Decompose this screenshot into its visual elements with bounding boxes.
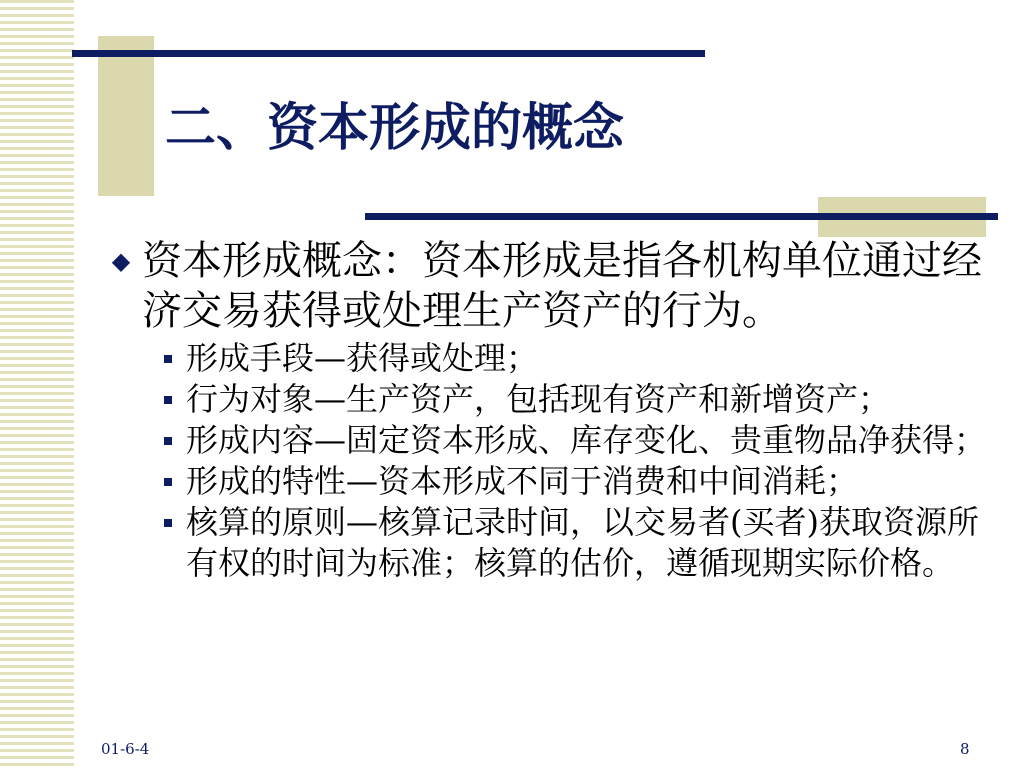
square-bullet-icon — [150, 420, 186, 461]
footer-date: 01-6-4 — [101, 740, 150, 758]
slide-title: 二、资本形成的概念 — [165, 98, 625, 158]
decorative-block-title — [98, 36, 154, 196]
square-bullet-icon — [150, 502, 186, 543]
sub-bullet-text: 形成手段—获得或处理； — [186, 339, 539, 377]
square-bullet-icon — [150, 379, 186, 420]
sub-bullet-item — [150, 420, 990, 461]
title-rule-bottom — [365, 213, 998, 220]
page-number: 8 — [960, 740, 970, 758]
sub-bullet-text: 形成内容—固定资本形成、库存变化、贵重物品净获得； — [186, 421, 987, 459]
sub-bullet-item — [150, 338, 990, 379]
bullet-text: 资本形成概念：资本形成是指各机构单位通过经济交易获得或处理生产资产的行为。 — [142, 238, 982, 334]
square-bullet-icon — [150, 461, 186, 502]
sub-bullet-item — [150, 379, 990, 420]
title-rule-top — [72, 50, 705, 57]
sub-bullet-item — [150, 461, 990, 502]
sub-bullet-item — [150, 502, 990, 584]
sub-bullet-text: 形成的特性—资本形成不同于消费和中间消耗； — [186, 462, 859, 500]
square-bullet-icon — [150, 338, 186, 379]
diamond-icon: ◆ — [111, 247, 131, 275]
decorative-stripes — [0, 0, 74, 768]
slide-content — [100, 236, 990, 584]
sub-bullet-text: 核算的原则—核算记录时间，以交易者(买者)获取资源所有权的时间为标准；核算的估价，遵循现期实际价格。 — [186, 503, 979, 582]
sub-bullet-text: 行为对象—生产资产，包括现有资产和新增资产； — [186, 380, 891, 418]
bullet-item — [100, 236, 990, 336]
